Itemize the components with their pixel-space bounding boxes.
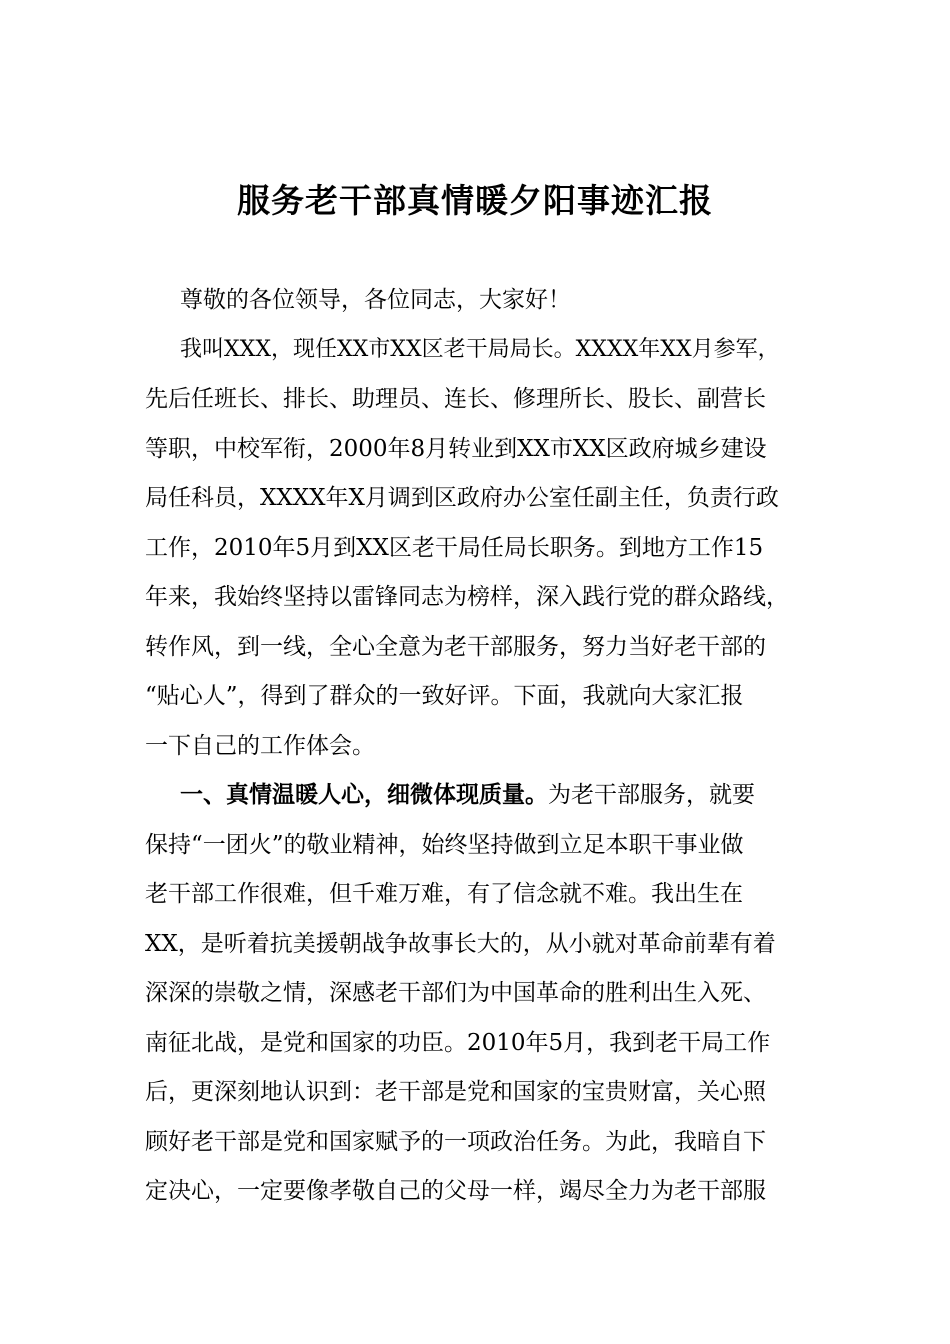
body-line [145,825,744,865]
body-text: 定决心，一定要像孝敬自己的父母一样，竭尽全力为老干部服 [145,1178,766,1204]
body-text: 老干部工作很难，但千难万难，有了信念就不难。我出生在 [145,881,743,907]
body-text: 一下自己的工作体会。 [145,732,375,759]
body-line [145,874,743,914]
body-text: 后，更深刻地认识到：老干部是党和国家的宝贵财富，关心照 [145,1079,766,1105]
body-line [145,973,766,1013]
body-line [180,775,755,815]
body-line [180,330,780,370]
body-line [145,726,375,766]
body-line [145,577,789,617]
body-line [145,478,779,518]
body-line [180,280,571,320]
body-line [145,1171,766,1211]
body-text: XX，是听着抗美援朝战争故事长大的，从小就对革命前辈有着 [145,930,776,957]
body-text: 为老干部服务，就要 [548,782,755,808]
body-line [145,379,766,419]
body-line [145,429,767,469]
body-text: 局任科员，XXXX年X月调到区政府办公室任副主任，负责行政 [145,485,779,511]
body-line [145,627,766,667]
body-text: 深深的崇敬之情，深感老干部们为中国革命的胜利出生入死、 [145,980,766,1006]
body-text: “贴心人”，得到了群众的一致好评。下面，我就向大家汇报 [145,683,744,709]
body-line [145,676,744,716]
body-line [145,1072,766,1112]
body-line [145,1122,766,1162]
section-heading: 一、真情温暖人心，细微体现质量。 [180,782,548,808]
body-text: 顾好老干部是党和国家赋予的一项政治任务。为此，我暗自下 [145,1128,766,1155]
body-line [145,924,776,964]
body-text: 南征北战，是党和国家的功臣。2010年5月，我到老干局工作 [145,1029,771,1056]
body-text: 先后任班长、排长、助理员、连长、修理所长、股长、副营长 [145,386,766,412]
body-text: 我叫XXX，现任XX市XX区老干局局长。XXXX年XX月参军， [180,336,780,362]
body-line [145,1023,770,1063]
body-text: 转作风，到一线，全心全意为老干部服务，努力当好老干部的 [145,633,766,660]
body-line [145,528,763,568]
body-text: 等职，中校军衔，2000年8月转业到XX市XX区政府城乡建设 [145,435,767,462]
document-title: 服务老干部真情暖夕阳事迹汇报 [237,181,713,220]
body-text: 年来，我始终坚持以雷锋同志为榜样，深入践行党的群众路线， [145,584,789,610]
body-text: 尊敬的各位领导，各位同志，大家好！ [180,287,571,313]
body-text: 工作，2010年5月到XX区老干局任局长职务。到地方工作15 [145,534,764,561]
body-text: 保持“一团火”的敬业精神，始终坚持做到立足本职干事业做 [145,831,744,858]
